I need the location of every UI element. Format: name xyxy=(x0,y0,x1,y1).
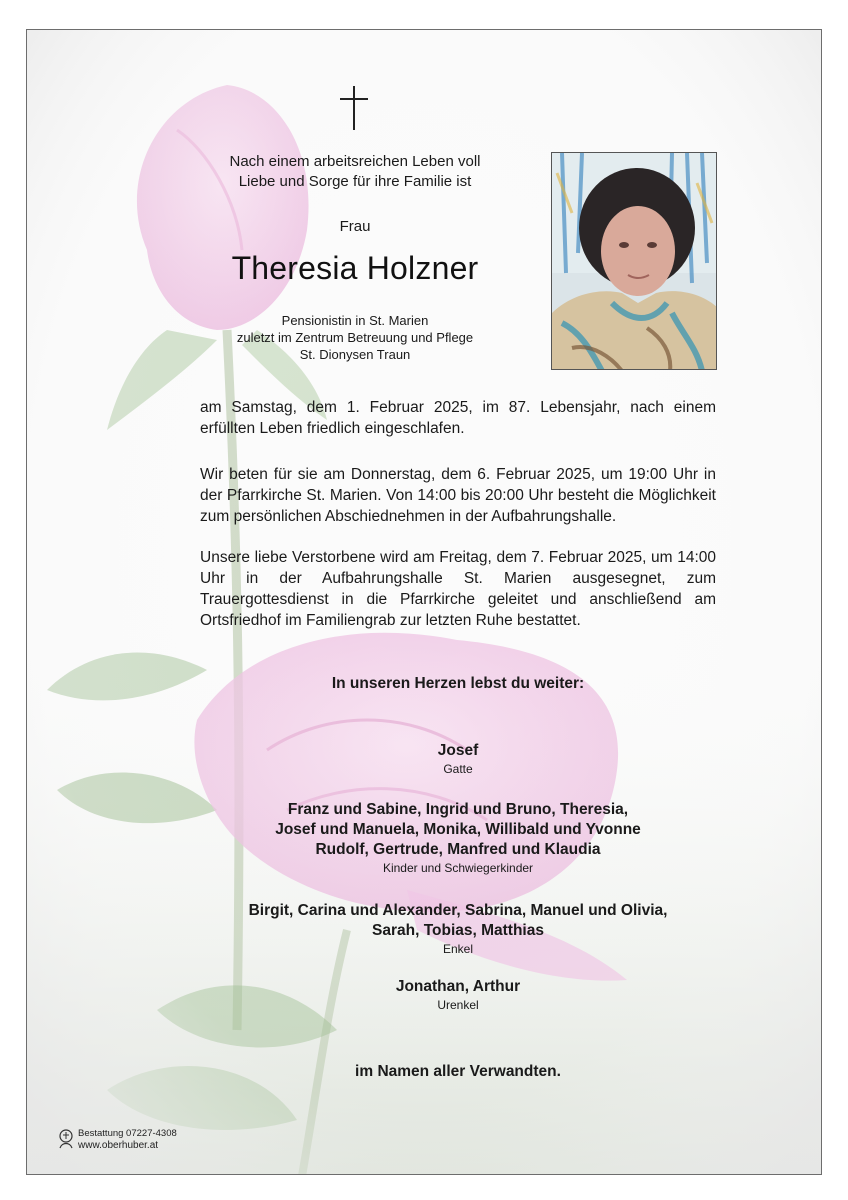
grandchildren-role: Enkel xyxy=(442,942,474,956)
description-line-3: St. Dionysen Traun xyxy=(299,347,411,362)
children-names-line-1: Franz und Sabine, Ingrid und Bruno, Theresia, xyxy=(287,801,629,818)
mourner-group-spouse xyxy=(150,741,766,777)
children-names-line-3: Rudolf, Gertrude, Manfred und Klaudia xyxy=(315,841,601,858)
greatgrandchildren-names: Jonathan, Arthur xyxy=(395,978,521,995)
logo-website-link[interactable]: www.oberhuber.at xyxy=(78,1140,159,1151)
funeral-home-logo[interactable] xyxy=(56,1128,196,1154)
description-line-1: Pensionistin in St. Marien xyxy=(281,313,429,328)
children-names-line-2: Josef und Manuela, Monika, Willibald und Yvonne xyxy=(275,821,641,838)
closing-line: im Namen aller Verwandten. xyxy=(355,1063,561,1080)
deceased-name: Theresia Holzner xyxy=(231,250,479,286)
greatgrandchildren-role: Urenkel xyxy=(437,998,479,1012)
death-announcement: am Samstag, dem 1. Februar 2025, im 87. Lebensjahr, nach einem erfüllten Leben friedlich eingeschlafen. xyxy=(200,399,716,437)
mourner-group-greatgrandchildren xyxy=(150,977,766,1013)
spouse-names: Josef xyxy=(437,742,479,759)
intro-line-2: Liebe und Sorge für ihre Familie ist xyxy=(238,173,472,190)
mourners-heading: In unseren Herzen lebst du weiter: xyxy=(331,675,585,692)
salutation: Frau xyxy=(339,218,371,235)
cross-icon xyxy=(340,86,368,130)
deceased-description xyxy=(160,312,550,363)
grandchildren-names-line-1: Birgit, Carina und Alexander, Sabrina, Manuel und Olivia, xyxy=(248,902,668,919)
grandchildren-names-line-2: Sarah, Tobias, Matthias xyxy=(372,922,544,939)
portrait-photo xyxy=(551,152,717,370)
logo-phone-text: Bestattung 07227-4308 xyxy=(78,1128,177,1139)
mourner-group-children xyxy=(150,800,766,876)
intro-text xyxy=(180,152,530,192)
bestattung-logo-icon xyxy=(56,1128,76,1150)
mourner-group-grandchildren xyxy=(150,901,766,957)
prayer-info: Wir beten für sie am Donnerstag, dem 6. Februar 2025, um 19:00 Uhr in der Pfarrkirche St. Marien. Von 14:00 bis 20:00 Uhr besteht die Möglichkeit zum persönlichen Abschiednehmen in der Aufbahrungshalle. xyxy=(200,466,716,525)
spouse-role: Gatte xyxy=(443,762,473,776)
description-line-2: zuletzt im Zentrum Betreuung und Pflege xyxy=(236,330,474,345)
children-role: Kinder und Schwiegerkinder xyxy=(382,861,534,875)
funeral-info: Unsere liebe Verstorbene wird am Freitag, dem 7. Februar 2025, um 14:00 Uhr in der Aufbahrungshalle St. Marien ausgesegnet, zum Trauergottesdienst in die Pfarrkirche geleitet und anschließend am Ortsfriedhof im Familiengrab zur letzten Ruhe bestattet. xyxy=(200,549,716,629)
intro-line-1: Nach einem arbeitsreichen Leben voll xyxy=(229,153,481,170)
